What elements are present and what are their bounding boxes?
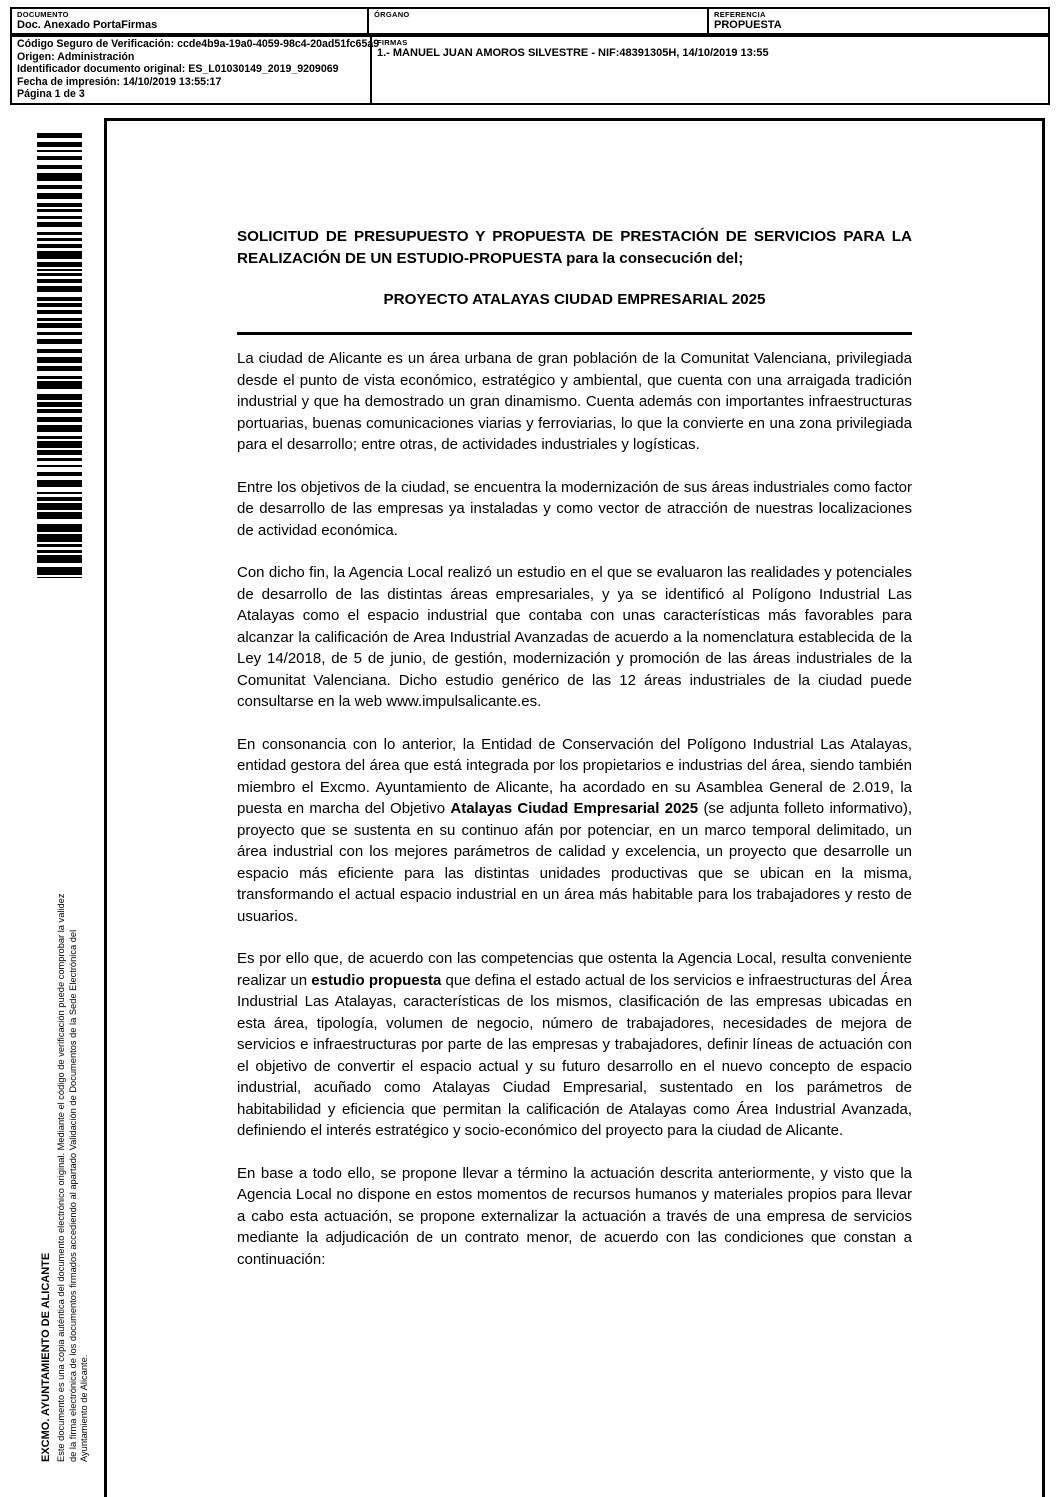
- legal-line: Este documento es una copia auténtica del documento electrónico original. Mediante el código de verificación puede comprobar la validez: [56, 893, 66, 1462]
- header-table-top: [10, 7, 1050, 35]
- firmas-value: 1.- MANUEL JUAN AMOROS SILVESTRE - NIF:48391305H, 14/10/2019 13:55: [377, 47, 769, 59]
- documento-cell: [11, 8, 368, 34]
- pagina-line: Página 1 de 3: [17, 88, 85, 101]
- documento-label: DOCUMENTO: [17, 10, 69, 19]
- fecha-impresion-line: Fecha de impresión: 14/10/2019 13:55:17: [17, 75, 222, 88]
- csv-line: Código Seguro de Verificación: ccde4b9a-19a0-4059-98c4-20ad51fc65a9: [17, 38, 380, 50]
- paragraph-4: En consonancia con lo anterior, la Entidad de Conservación del Polígono Industrial Las Atalayas, entidad gestora del área que está integrada por los propietarios e industrias del área, siendo también miembro el Excmo. Ayuntamiento de Alicante, ha acordado en su Asamblea General de 2.019, la puesta en marcha del Objetivo Atalayas Ciudad Empresarial 2025 (se adjunta folleto informativo), proyecto que se sustenta en su continuo afán por potenciar, en un marco temporal delimitado, un área industrial con los mejores parámetros de calidad y excelencia, un proyecto que desarrolle un espacio más eficiente para las distintas unidades productivas que se ubican en la misma, transformando el actual espacio industrial en un área más habitable para los trabajadores y resto de usuarios.: [237, 735, 912, 925]
- firmas-cell: [371, 36, 1049, 104]
- paragraph-6: En base a todo ello, se propone llevar a término la actuación descrita anteriormente, y visto que la Agencia Local no dispone en estos momentos de recursos humanos y materiales propios para llevar a cabo esta actuación, se propone externalizar la actuación a través de una empresa de servicios mediante la adjudicación de un contrato menor, de acuerdo con las condiciones que constan a continuación:: [237, 1164, 912, 1268]
- origen-line: Origen: Administración: [17, 50, 135, 63]
- entity-name: EXCMO. AYUNTAMIENTO DE ALICANTE: [40, 1252, 52, 1462]
- barcode: [37, 133, 82, 578]
- referencia-label: REFERENCIA: [714, 10, 766, 19]
- paragraph-3: Con dicho fin, la Agencia Local realizó un estudio en el que se evaluaron las realidades y potenciales de desarrollo de las distintas áreas empresariales, y ya se identificó al Polígono Industrial Las Atalayas como el espacio industrial que contaba con unas características más favorables para alcanzar la calificación de Area Industrial Avanzadas de acuerdo a la nomenclatura establecida de la Ley 14/2018, de 5 de junio, de gestión, modernización y promoción de las áreas industriales de la Comunitat Valenciana. Dicho estudio genérico de las 12 áreas industriales de la ciudad puede consultarse en la web www.impulsalicante.es.: [237, 564, 912, 710]
- paragraph-2: Entre los objetivos de la ciudad, se encuentra la modernización de sus áreas industriales como factor de desarrollo de las empresas ya instaladas y como vector de atracción de nuestras localizaciones de actividad económica.: [237, 478, 912, 539]
- verification-cell: [11, 36, 380, 104]
- title-divider: [237, 332, 912, 335]
- paragraph-1: La ciudad de Alicante es un área urbana de gran población de la Comunitat Valenciana, privilegiada desde el punto de vista económico, estratégico y ambiental, que cuenta con una arraigada tradición industrial y que ha demostrado un gran dinamismo. Cuenta además con importantes infraestructuras portuarias, buenas comunicaciones viarias y ferroviarias, lo que la convierte en una zona privilegiada para el desarrollo; entre otras, de actividades industriales y logísticas.: [237, 350, 912, 453]
- referencia-cell: [708, 8, 1049, 34]
- left-margin-legal-text: [40, 830, 91, 1462]
- identificador-line: Identificador documento original: ES_L01030149_2019_9209069: [17, 63, 339, 76]
- document-page-frame: [104, 118, 1045, 1497]
- organo-label: ÓRGANO: [374, 10, 410, 19]
- legal-line: Ayuntamiento de Alicante.: [79, 1354, 90, 1462]
- document-subtitle: PROYECTO ATALAYAS CIUDAD EMPRESARIAL 2025: [383, 291, 766, 308]
- documento-value: Doc. Anexado PortaFirmas: [17, 19, 158, 31]
- paragraph-5: Es por ello que, de acuerdo con las competencias que ostenta la Agencia Local, resulta conveniente realizar un estudio propuesta que defina el estado actual de los servicios e infraestructuras del Área Industrial Las Atalayas, características de los mismos, clasificación de las empresas ubicadas en esta área, tipología, volumen de negocio, número de trabajadores, necesidades de mejora de servicios e infraestructuras por parte de las empresas y trabajadores, definir líneas de actuación con el objetivo de convertir el espacio actual y su futuro desarrollo en el nuevo concepto de espacio industrial, acuñado como Atalayas Ciudad Empresarial, sustentado en los parámetros de habitabilidad y eficiencia que permitan la calificación de Atalayas como Área Industrial Avanzada, definiendo el interés estratégico y socio-económico del proyecto para la ciudad de Alicante.: [237, 950, 912, 1139]
- legal-line: de la firma electrónica de los documentos firmados accediendo al apartado Validación de Documentos de la Sede Electrónica del: [67, 929, 78, 1462]
- document-title: SOLICITUD DE PRESUPUESTO Y PROPUESTA DE PRESTACIÓN DE SERVICIOS PARA LA REALIZACIÓN DE UN ESTUDIO-PROPUESTA para la consecución del;: [237, 228, 912, 267]
- header-table-verification: [10, 35, 1050, 105]
- organo-cell: [368, 8, 708, 34]
- referencia-value: PROPUESTA: [714, 19, 782, 31]
- firmas-label: FIRMAS: [377, 38, 408, 47]
